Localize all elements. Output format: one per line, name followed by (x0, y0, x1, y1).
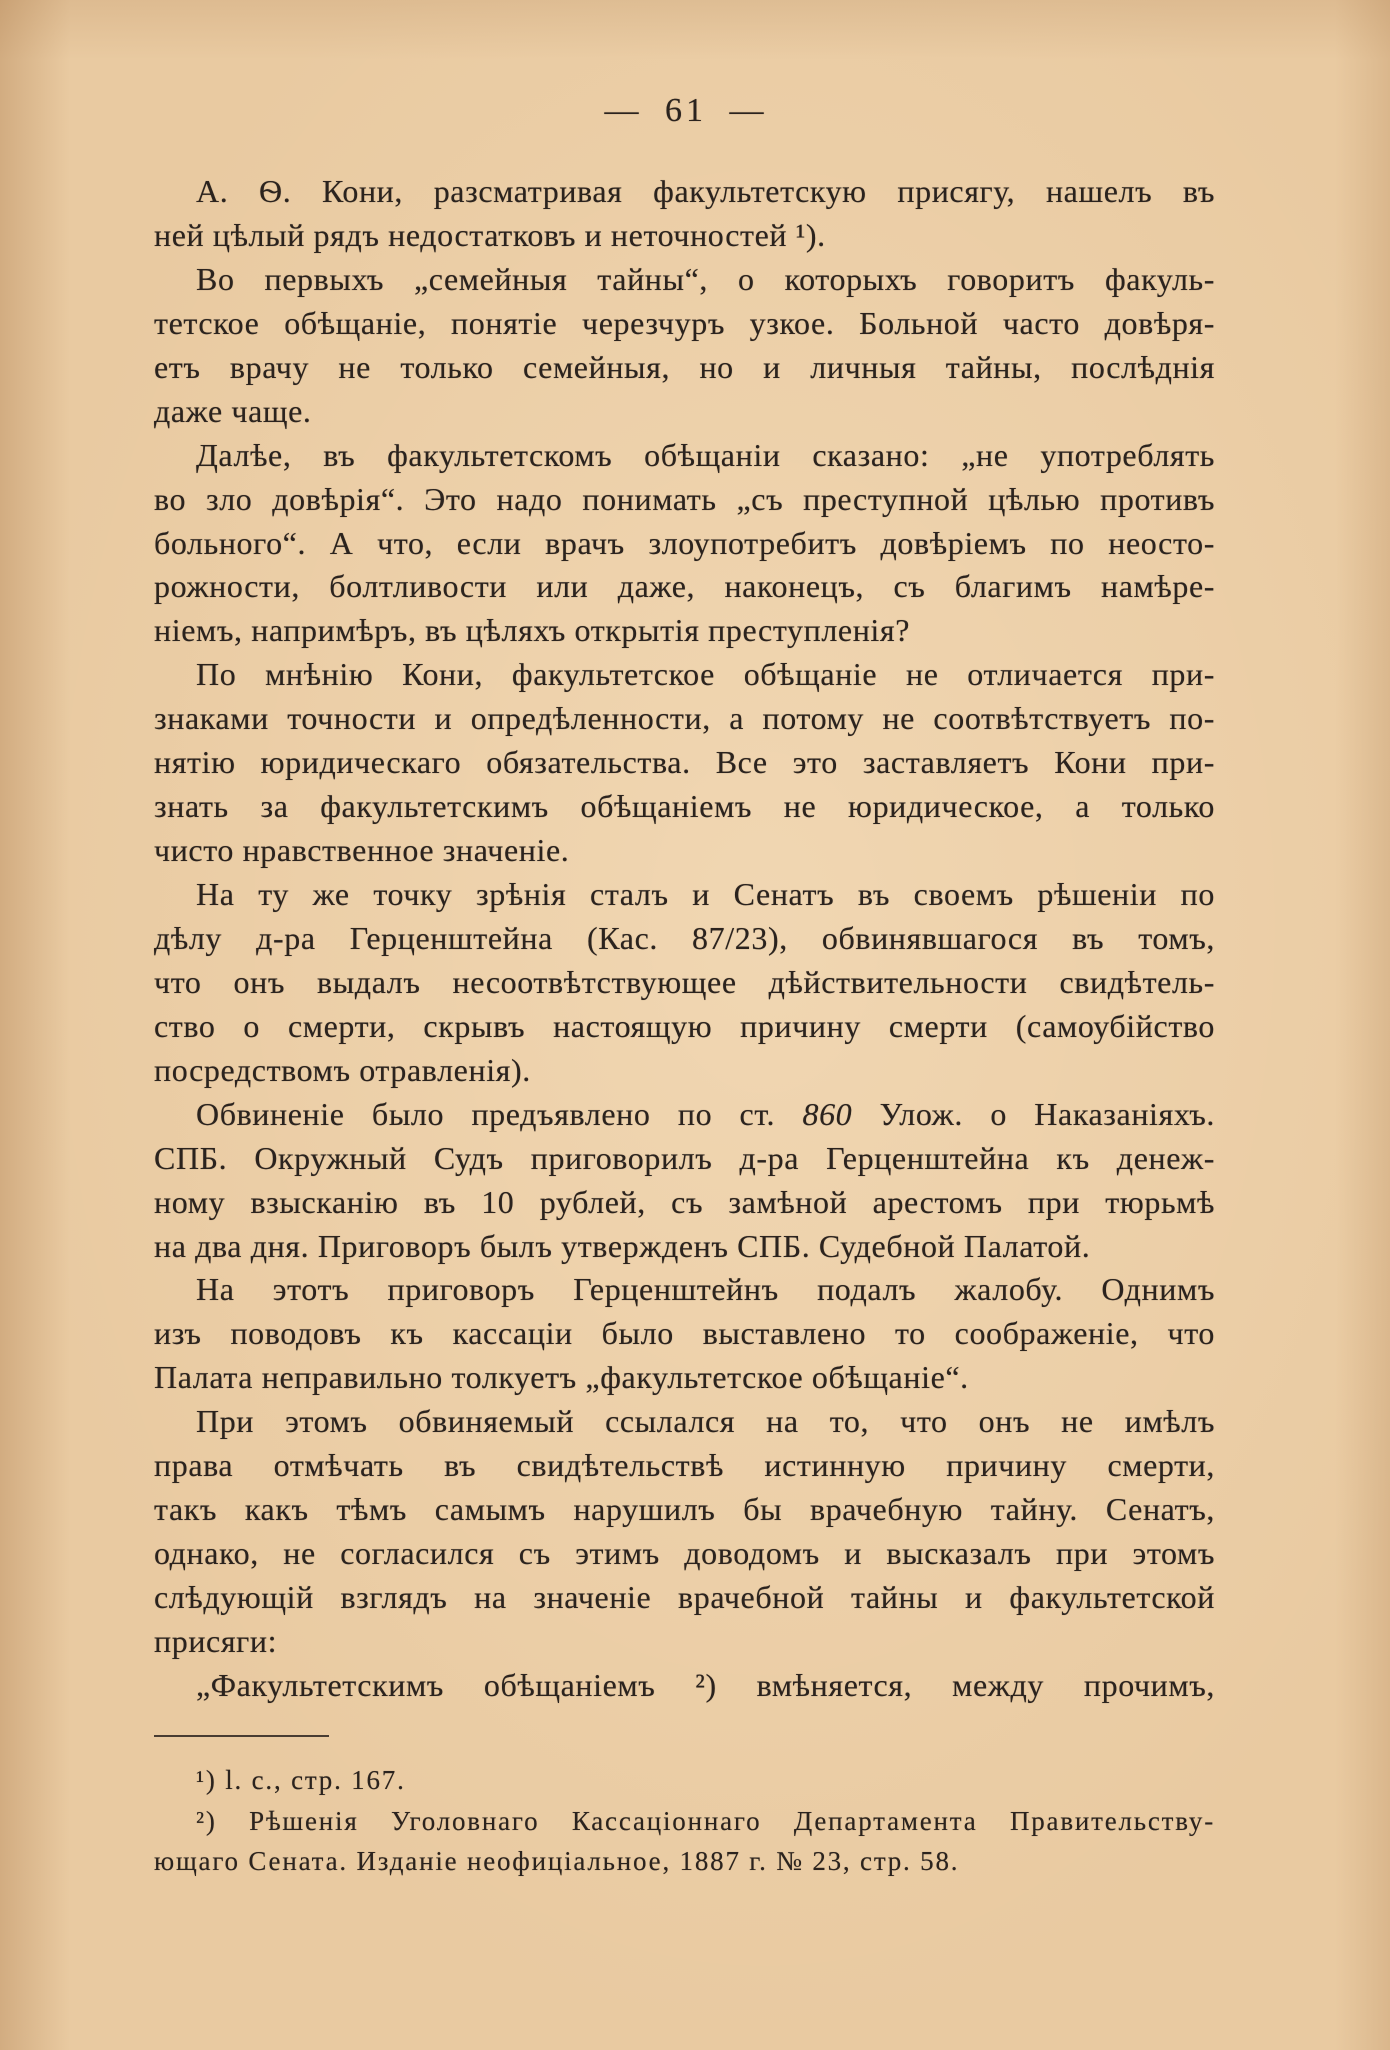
paragraph-line (154, 1093, 1215, 1137)
paragraph-line: больного“. А что, если врачъ злоупотребитъ довѣріемъ по неосто- (154, 524, 1215, 561)
paragraph-line: изъ поводовъ къ кассаціи было выставлено то соображеніе, что (154, 1315, 1215, 1352)
paragraph-line: такъ какъ тѣмъ самымъ нарушилъ бы врачебную тайну. Сенатъ, (154, 1491, 1215, 1528)
paragraph-line: на два дня. Приговоръ былъ утвержденъ СПБ. Судебной Палатой. (154, 1227, 1091, 1264)
paragraph (154, 873, 1215, 1093)
paragraph (154, 170, 1215, 258)
italic-text: 860 (802, 1095, 853, 1132)
paragraph-line: На этотъ приговоръ Герценштейнъ подалъ жалобу. Однимъ (196, 1271, 1215, 1308)
paragraph-line: знаками точности и опредѣленности, а потому не соотвѣтствуетъ по- (154, 700, 1215, 737)
paragraph-line: На ту же точку зрѣнія сталъ и Сенатъ въ своемъ рѣшеніи по (196, 876, 1215, 912)
footnote (154, 1760, 1215, 1801)
paragraph-line: знать за факультетскимъ обѣщаніемъ не юридическое, а только (154, 788, 1215, 825)
paragraph-line: во зло довѣрія“. Это надо понимать „съ преступной цѣлью противъ (154, 480, 1215, 517)
paragraph (154, 434, 1215, 654)
paragraph-line: ному взысканію въ 10 рублей, съ замѣной арестомъ при тюрьмѣ (154, 1183, 1215, 1220)
paragraph-line: Далѣе, въ факультетскомъ обѣщаніи сказано: „не употреблять (196, 436, 1215, 473)
footnote-rule (154, 1735, 329, 1737)
paragraph (154, 1400, 1215, 1664)
paragraph-line: нятію юридическаго обязательства. Все это заставляетъ Кони при- (154, 744, 1215, 781)
footnotes (154, 1760, 1215, 1882)
paragraph-line: присяги: (154, 1622, 278, 1659)
paragraph-line: тетское обѣщаніе, понятіе черезчуръ узкое. Больной часто довѣря- (154, 304, 1215, 341)
paragraph (154, 1093, 1215, 1269)
footnote-line: ющаго Сената. Изданіе неофиціальное, 1887 г. № 23, стр. 58. (154, 1846, 960, 1876)
paragraph-line: слѣдующій взглядъ на значеніе врачебной тайны и факультетской (154, 1579, 1215, 1615)
paragraph-line: даже чаще. (154, 392, 312, 429)
paragraph-line: ство о смерти, скрывъ настоящую причину смерти (самоубійство (154, 1007, 1215, 1044)
text-segment: Обвиненіе было предъявлено по ст. (196, 1095, 803, 1132)
footnote-line: ¹) l. c., стр. 167. (196, 1765, 406, 1795)
paragraph-line: Во первыхъ „семейныя тайны“, о которыхъ говоритъ факуль- (196, 260, 1215, 297)
paragraph-line: однако, не согласился съ этимъ доводомъ и высказалъ при этомъ (154, 1535, 1215, 1572)
footnote-line: ²) Рѣшенія Уголовнаго Кассаціоннаго Департамента Правительству- (196, 1805, 1215, 1836)
paragraph-line: При этомъ обвиняемый ссылался на то, что онъ не имѣлъ (196, 1403, 1215, 1440)
paragraph-line: По мнѣнію Кони, факультетское обѣщаніе не отличается при- (196, 656, 1215, 693)
paragraph-line: етъ врачу не только семейныя, но и личныя тайны, послѣднія (154, 348, 1215, 385)
page-number: — 61 — (604, 92, 768, 129)
paragraph-line: посредствомъ отравленія). (154, 1051, 531, 1088)
paragraph-line: чисто нравственное значеніе. (154, 832, 570, 869)
paragraph-line: СПБ. Окружный Судъ приговорилъ д-ра Герценштейна къ денеж- (154, 1139, 1215, 1176)
paragraph-line: Палата неправильно толкуетъ „факультетское обѣщаніе“. (154, 1359, 969, 1396)
paragraph-line: права отмѣчать въ свидѣтельствѣ истинную причину смерти, (154, 1447, 1215, 1484)
paragraph (154, 1664, 1215, 1708)
paragraph-line: ніемъ, напримѣръ, въ цѣляхъ открытія преступленія? (154, 612, 911, 649)
paragraph-line: А. Ѳ. Кони, разсматривая факультетскую присягу, нашелъ въ (196, 173, 1215, 209)
paragraph-line: ней цѣлый рядъ недостатковъ и неточностей ¹). (154, 216, 826, 253)
paragraph (154, 653, 1215, 873)
paragraph (154, 258, 1215, 434)
body-text (154, 170, 1215, 1708)
paragraph-line: рожности, болтливости или даже, наконецъ, съ благимъ намѣре- (154, 568, 1215, 605)
paragraph (154, 1268, 1215, 1400)
paragraph-line: что онъ выдалъ несоотвѣтствующее дѣйствительности свидѣтель- (154, 963, 1215, 1000)
paragraph-line: „Факультетскимъ обѣщаніемъ ²) вмѣняется, между прочимъ, (196, 1666, 1215, 1703)
paragraph-line: дѣлу д-ра Герценштейна (Кас. 87/23), обвинявшагося въ томъ, (154, 919, 1215, 956)
text-segment: Улож. о Наказаніяхъ. (852, 1095, 1215, 1132)
footnote (154, 1801, 1215, 1882)
